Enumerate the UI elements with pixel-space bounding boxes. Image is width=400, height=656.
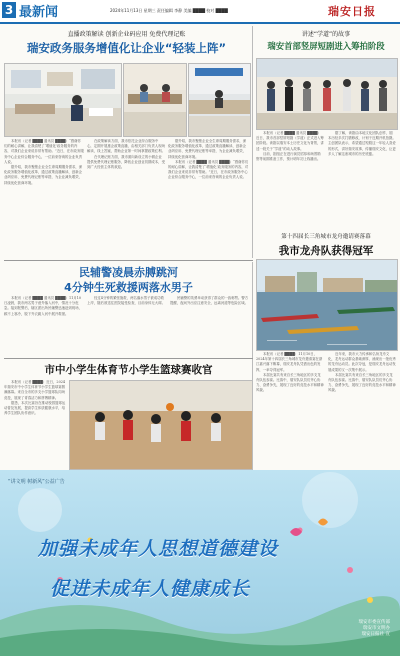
police-paragraph: 本报讯（记者 ████ 通讯员 ████）11月10日凌晨，我市两名男子意外落入河中，情况十分危急。接到报警后，辖区派出所民辅警迅速赶到现场，顾不上寒冷，脱下外衣跳入河中展开救援。 xyxy=(4,296,82,316)
lead-body-col1 xyxy=(4,139,84,257)
issue-meta: 2024年11月13日 星期三 责任编辑 李静 美编 ████ 校对 ████ xyxy=(110,8,228,13)
dragon-paragraph: 本报讯（记者 ████）11月10日，2024年第十四届长三角城市龙舟邀请赛在浙江嘉兴落下帷幕，瑞安龙舟队凭借出色的发挥，一举夺得冠军。 xyxy=(256,352,323,372)
lead-paragraph: 在政策解读方面，我市依托企业综合服务中心，定期开展惠企政策直播，由相关部门负责人现场解读，线上答疑，帮助企业第一时间掌握政策红利。 xyxy=(87,139,165,154)
ad-credit: 瑞安市委宣传部 xyxy=(358,620,390,625)
lead-paragraph: 本报讯（记者 ████ 通讯员 ████）“感谢你们的耐心讲解，让我清楚了‘增值化’政务服务的内容，对我们企业来说非常有帮助。”近日，在市政务服务中心企业综合服务中心，一位前来咨询的企业负责人说。 xyxy=(168,159,249,180)
office-illustration xyxy=(5,64,121,136)
lead-paragraph: 据介绍，我市聚焦企业全生命周期服务需求，深化政务服务增值化改革，通过政策直播解读、创新企业码应用、免费代理记账等举措，为企业减负增效，持续优化营商环境。 xyxy=(168,139,247,159)
dragon-kicker: 第十四届长三角城市龙舟邀请赛落幕 xyxy=(281,234,371,240)
ad-slogan-line1: 加强未成年人思想道德建设 xyxy=(38,538,279,560)
drama-paragraph: 目前，剧组正在进行演员招募和场景勘察等前期准备工作，预计明年初上线播出。 xyxy=(256,151,321,162)
lead-headline: 瑞安政务服务增值化让企业“轻装上阵” xyxy=(26,41,227,55)
newspaper-logo: 瑞安日报 xyxy=(328,5,376,18)
ad-slogan-line2: 促进未成年人健康成长 xyxy=(50,578,251,600)
ad-credit: 瑞安日报社 宣 xyxy=(361,632,390,637)
drama-paragraph: 据了解，该剧由本地文化团队创作，剧本历经多次打磨修改，计划于近期开机拍摄。主创团队表示，希望通过短剧这一年轻人喜爱的形式，讲好瑞安故事，传播瑞安文化，让更多人了解这座城市的历史底蕴。 xyxy=(328,131,396,156)
column-divider xyxy=(252,26,253,258)
lead-photo-counter xyxy=(188,63,251,137)
basketball-headline: 市中小学生体育节小学生篮球赛收官 xyxy=(44,364,213,376)
dragon-paragraph: 本届比赛共有来自长三角地区的多支龙舟队伍参赛。比赛中，瑞安队队员们齐心协力、奋勇争先，展现了良好的竞技水平和精神风貌。 xyxy=(256,372,324,393)
dragon-headline: 我市龙舟队获得冠军 xyxy=(278,245,374,257)
basketball-photo xyxy=(69,380,253,470)
lead-photo-service-hall xyxy=(123,63,187,137)
basketball-paragraph: 本报讯（记者 ████）近日，2024年瑞安市中小学生体育节小学生篮球赛圆满落幕。来自全市的多支小学篮球队同场竞技，展现了青春活力和拼搏精神。 xyxy=(4,380,66,400)
dragon-photo xyxy=(256,259,398,351)
group-photo-illustration xyxy=(257,59,397,129)
basketball-paragraph: 据悉，本次比赛旨在推动校园篮球运动普及发展，提高学生体质健康水平，培养学生团队协作意识。 xyxy=(4,400,66,416)
page-number: 3 xyxy=(2,2,16,18)
section-rule-2 xyxy=(4,358,253,359)
dragon-paragraph: 近年来，我市大力传承和弘扬龙舟文化，龙舟运动群众基础深厚，涌现出一批优秀的龙舟运动员。此次夺冠，是瑞安龙舟运动发展成果的又一次集中展示。 xyxy=(328,352,396,372)
service-hall-illustration xyxy=(124,64,186,136)
public-service-ad xyxy=(0,470,400,656)
police-headline-1: 民辅警凌晨赤膊跳河 xyxy=(79,266,178,279)
ad-credit: 瑞安市文明办 xyxy=(363,626,390,631)
lead-body-col2 xyxy=(87,139,165,257)
lead-body-col3 xyxy=(168,139,249,257)
dragon-body-col2 xyxy=(328,352,396,466)
police-headline-2: 4分钟生死救援两落水男子 xyxy=(64,281,193,294)
basketball-body-col1 xyxy=(4,380,66,468)
counter-illustration xyxy=(189,64,250,136)
police-body-col1 xyxy=(4,296,84,356)
lead-paragraph: 在代理记账方面，我市面向新设立的小微企业提供免费代理记账服务，降低企业创业初期成本，受到广大经营主体的欢迎。 xyxy=(87,154,165,170)
drama-body-col2 xyxy=(328,131,396,227)
drama-body-col1 xyxy=(256,131,324,227)
drama-photo xyxy=(256,58,398,130)
drama-kicker: 讲述“学道”的故事 xyxy=(301,31,351,38)
police-paragraph: 民辅警的英勇举动获得了群众的一致称赞。警方提醒，夜间外出应注意安全，远离河道等危险区域。 xyxy=(170,296,249,306)
ad-credits xyxy=(300,620,390,638)
police-body-col2 xyxy=(87,296,167,356)
dragon-paragraph: 本届比赛共有来自长三角地区的多支龙舟队伍参赛。比赛中，瑞安队队员们齐心协力、奋勇争先，展现了良好的竞技水平和精神风貌。 xyxy=(328,372,396,393)
lead-kicker: 直播政策解读 创新企业码应用 免费代理记账 xyxy=(67,31,186,38)
section-rule xyxy=(4,260,253,261)
police-paragraph: 经过4分钟的紧张施救，两名落水男子被成功救上岸，随后被送往医院接受检查，目前身体无大碍。 xyxy=(87,296,165,306)
basketball-game-illustration xyxy=(70,381,252,469)
drama-paragraph: 本报讯（记者 ████ 通讯员 ████）近日，我市首部竖屏短剧《学道》正式进入筹拍阶段。该剧以瑞安本土历史文化为背景，讲述一段关于“学道”的动人故事。 xyxy=(256,131,324,151)
dragon-body-col1 xyxy=(256,352,324,466)
police-body-col3 xyxy=(170,296,250,356)
section-title: 最新闻 xyxy=(19,5,59,20)
lead-paragraph: 本报讯（记者 ████ 通讯员 ████）“感谢你们的耐心讲解，让我清楚了‘增值化’政务服务的内容，对我们企业来说非常有帮助。”近日，在市政务服务中心企业综合服务中心，一位前来咨询的企业负责人说。 xyxy=(4,139,84,164)
drama-headline: 瑞安首部竖屏短剧进入筹拍阶段 xyxy=(267,41,385,51)
lead-paragraph: 据介绍，我市聚焦企业全生命周期服务需求，深化政务服务增值化改革，通过政策直播解读、创新企业码应用、免费代理记账等举措，为企业减负增效，持续优化营商环境。 xyxy=(4,165,83,185)
ad-tag: “讲文明 树新风”公益广告 xyxy=(8,479,65,485)
lead-photo-office xyxy=(4,63,122,137)
dragon-boat-illustration xyxy=(257,260,397,350)
